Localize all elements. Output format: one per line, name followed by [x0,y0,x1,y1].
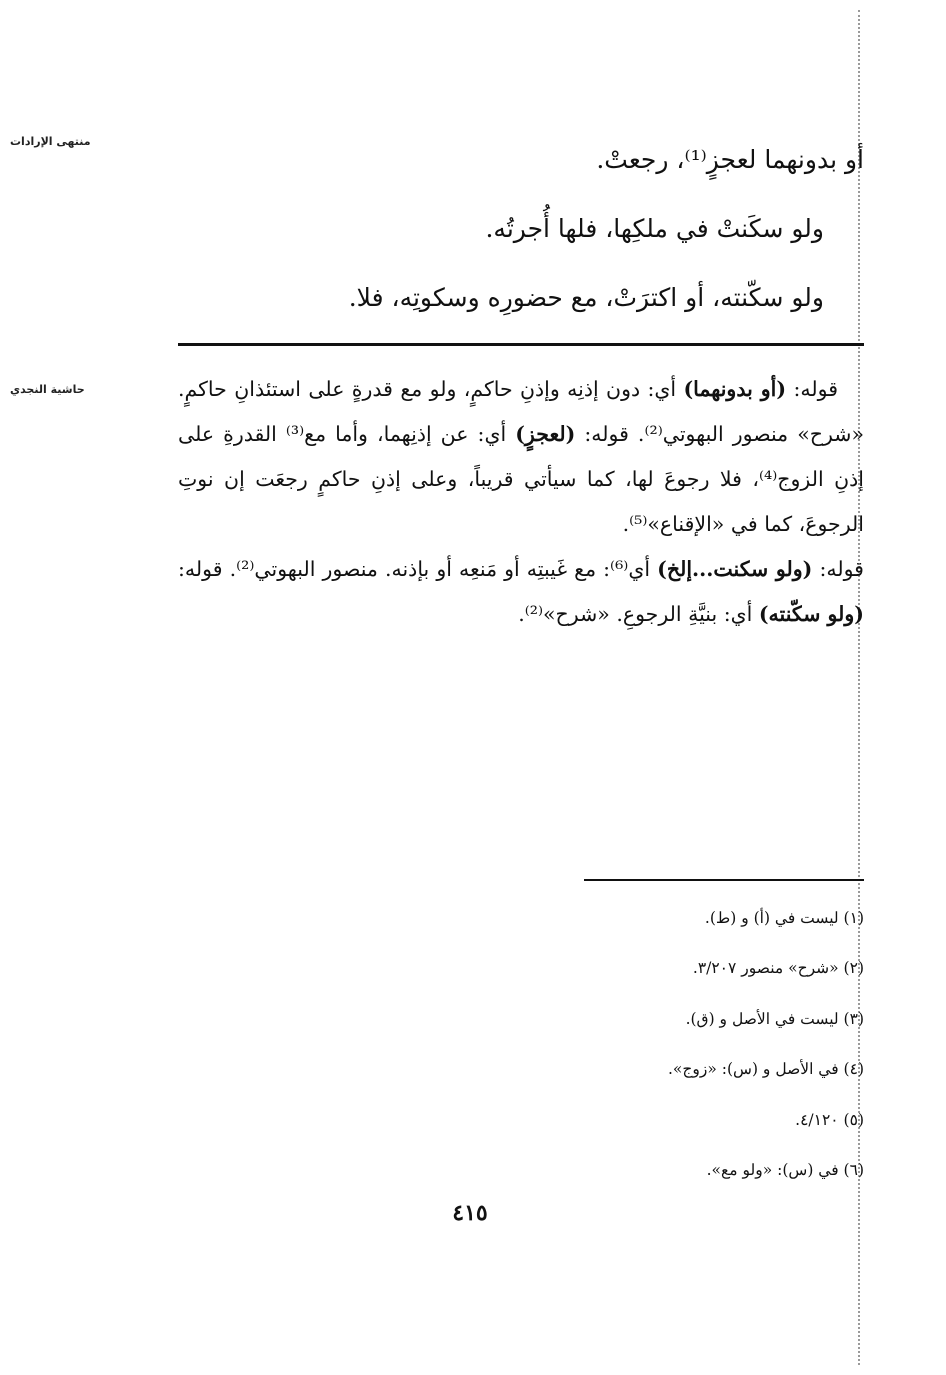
side-label-book-title: منتهى الإرادات [10,135,91,148]
commentary-block [178,367,864,637]
footnote-item: (٣) ليست في الأصل و (ق). [685,1009,864,1028]
commentary-quote: (ولو سكنت...إلخ) [657,557,813,581]
footnote-item: (٦) في (س): «ولو مع». [706,1161,864,1180]
footnote-item: (٢) «شرح» منصور ٣/٢٠٧. [692,959,864,978]
main-text [170,125,864,332]
footnotes [444,893,864,1195]
page-number: ٤١٥ [452,1200,488,1226]
side-label-commentary-title: حاشية النجدي [10,383,85,396]
main-separator-rule [178,343,864,346]
commentary-paragraph-1: قوله: (أو بدونهما) أي: دون إذنِه وإذنِ حاكمٍ، ولو مع قدرةٍ على استئذانِ حاكمٍ. «شرح» منصور البهوتي⁽²⁾. قوله: (لعجزٍ) أي: عن إذنِهما، وأما مع⁽³⁾ القدرةِ على إذنِ الزوج⁽⁴⁾، فلا رجوعَ لها، كما سيأتي قريباً، وعلى إذنِ حاكمٍ رجعَت إن نوتِ الرجوعَ، كما في «الإقناع»⁽⁵⁾. [178,377,864,536]
commentary-quote: (أو بدونهما) [683,377,787,401]
footnote-item: (٤) في الأصل و (س): «زوج». [667,1060,864,1079]
commentary-paragraph-2: قوله: (ولو سكنت...إلخ) أي⁽⁶⁾: مع غَيبتِه أو مَنعِه أو بإذنه. منصور البهوتي⁽²⁾. قوله: (ولو سكّنته) أي: بنيَّةِ الرجوعِ. «شرح»⁽²⁾. [178,557,864,626]
commentary-quote: (ولو سكّنته) [758,602,864,626]
footnote-separator-rule [584,879,864,881]
commentary-quote: (لعجزٍ) [515,422,576,446]
footnote-item: (٥) ٤/١٢٠. [795,1110,864,1129]
main-text-line-1: أو بدونهما لعجزٍ⁽¹⁾، رجعتْ. [596,145,864,174]
footnote-item: (١) ليست في (أ) و (ط). [704,909,864,927]
main-text-line-2: ولو سكَنتْ في ملكِها، فلها أُجرتُه. [485,214,824,243]
main-text-line-3: ولو سكّنته، أو اكترَتْ، مع حضورِه وسكوتِه، فلا. [348,283,824,312]
